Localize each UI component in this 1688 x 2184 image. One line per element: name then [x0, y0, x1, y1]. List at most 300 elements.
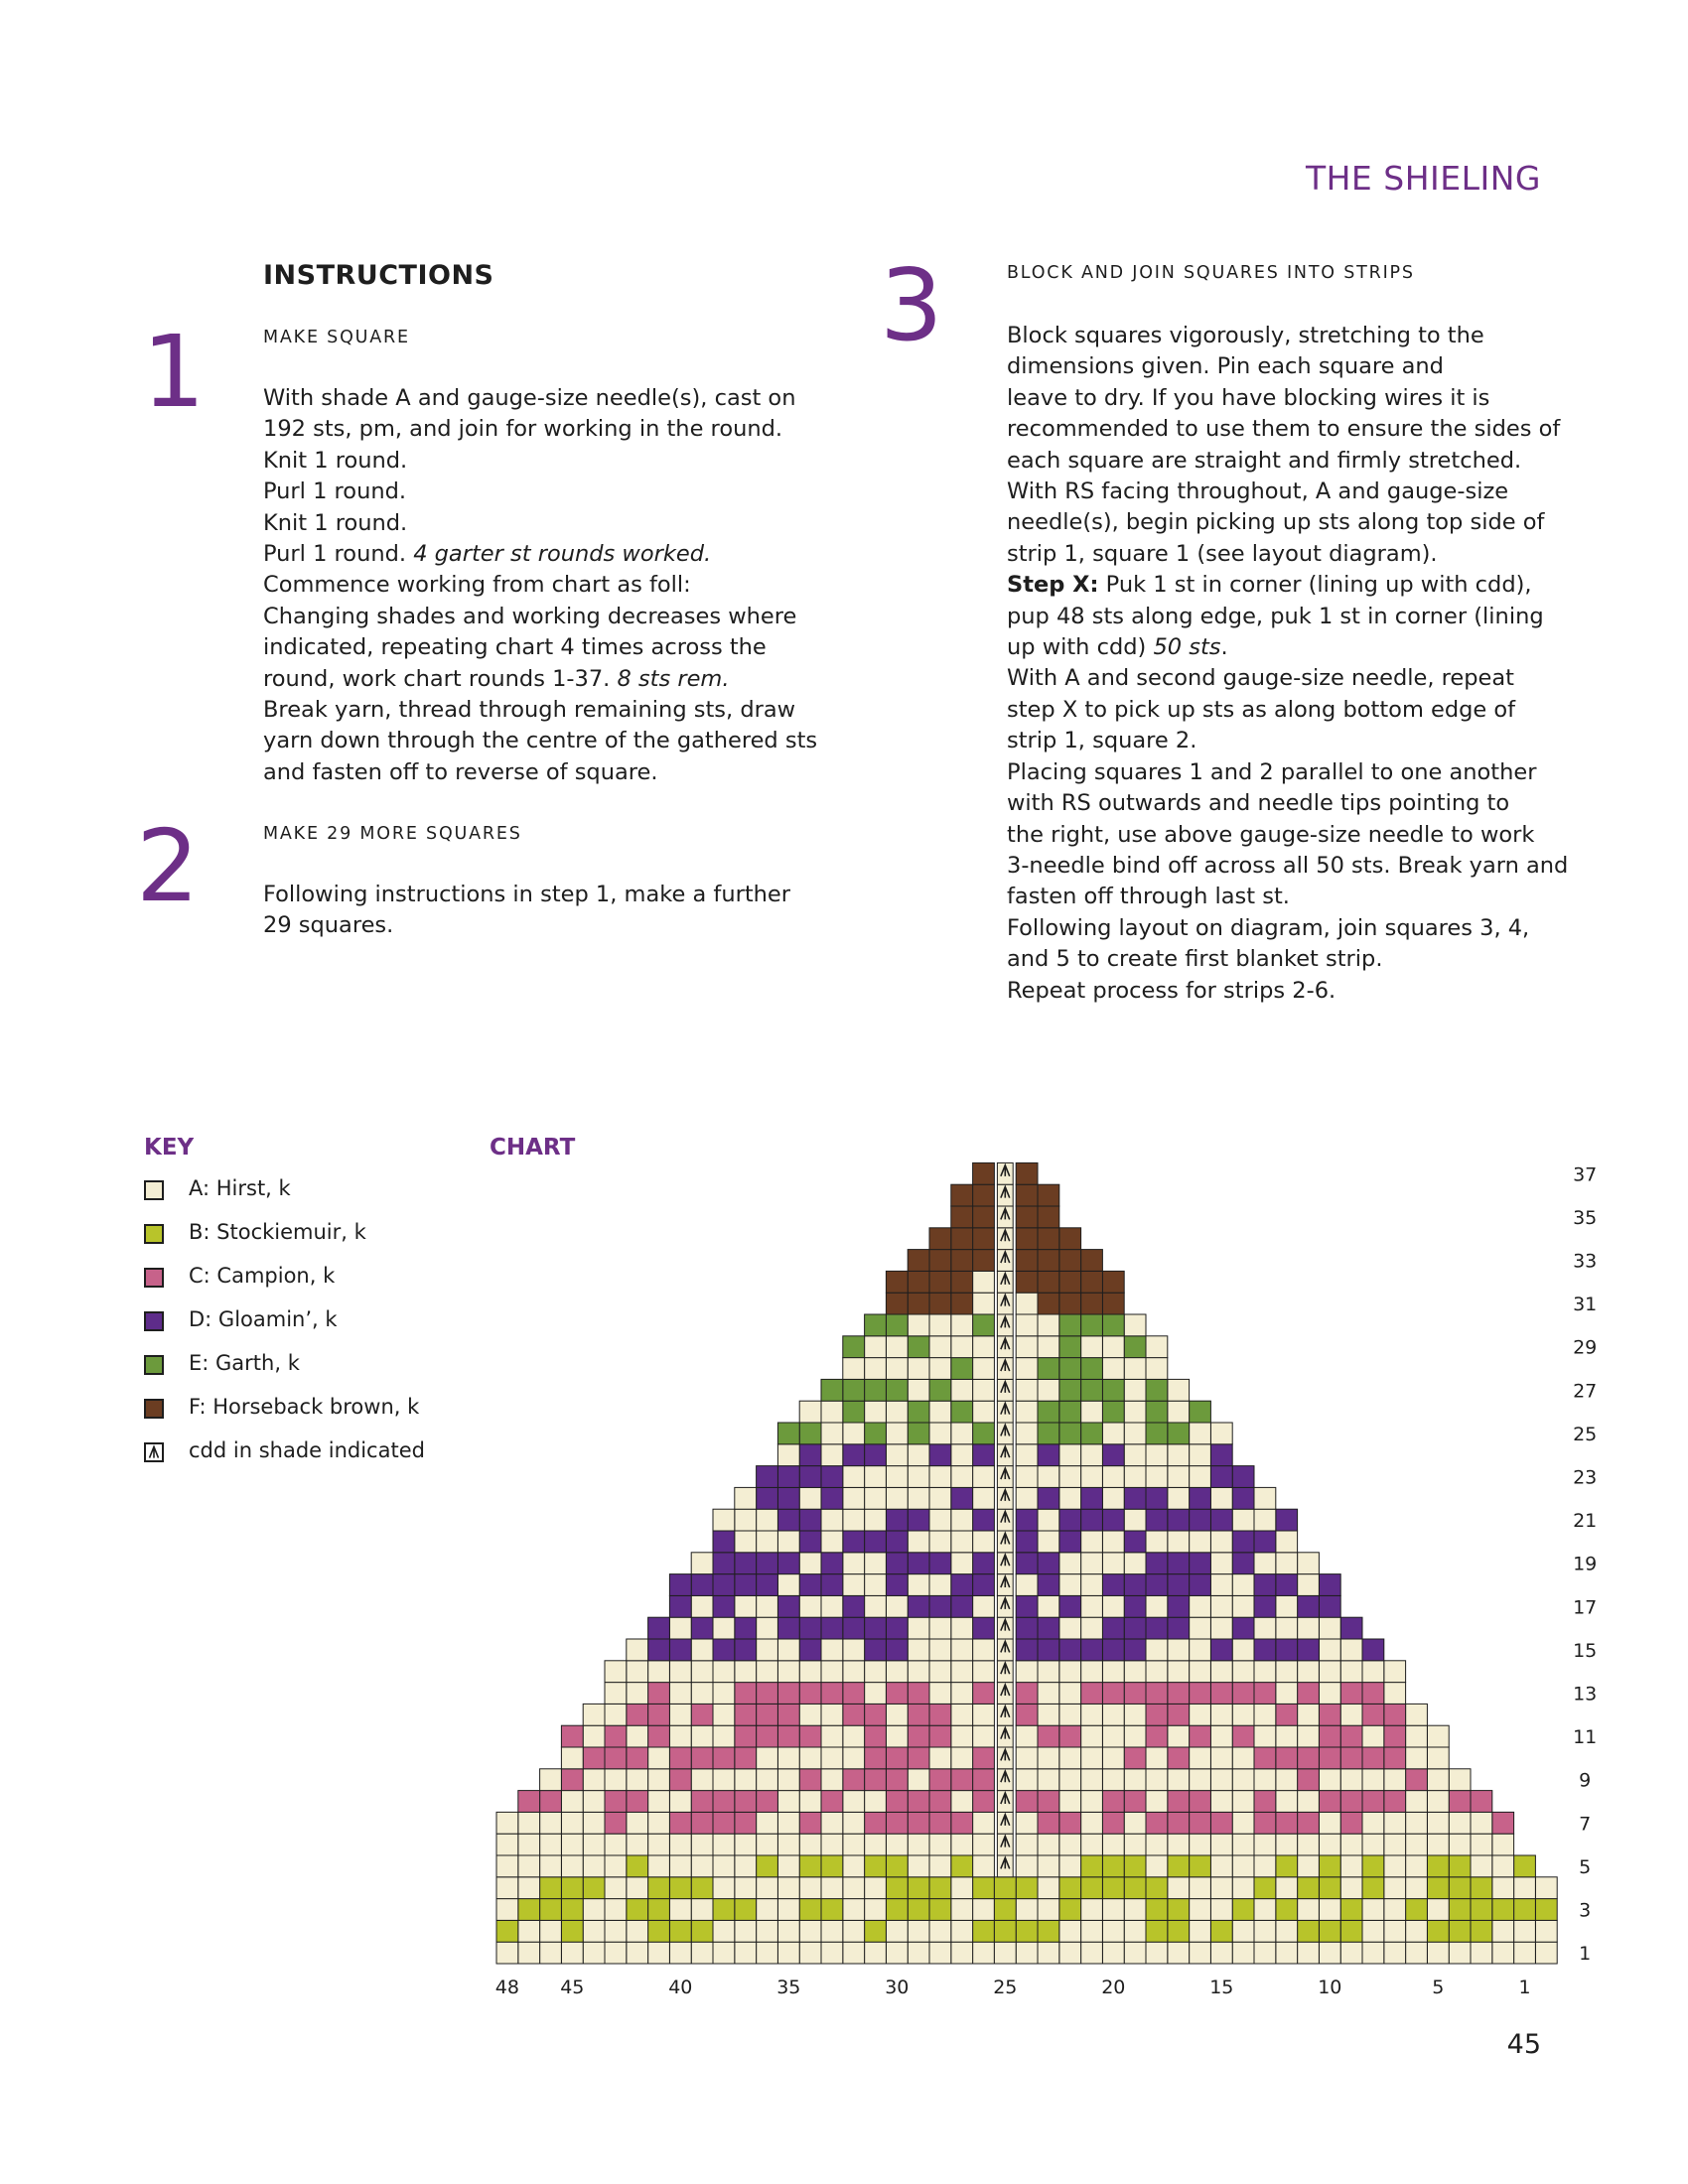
chart-cell [1276, 1553, 1298, 1574]
chart-cell [843, 1855, 865, 1877]
chart-cell [1081, 1704, 1103, 1725]
chart-cell [1362, 1877, 1384, 1899]
chart-cell [1276, 1683, 1298, 1705]
chart-cell [1124, 1487, 1146, 1509]
chart-cell [821, 1531, 843, 1553]
chart-cell [605, 1942, 627, 1964]
chart-cell [1146, 1595, 1168, 1617]
chart-cell [886, 1358, 908, 1380]
chart-cell [1102, 1531, 1124, 1553]
chart-cell [713, 1855, 735, 1877]
chart-cell [1427, 1769, 1449, 1791]
chart-cell [1146, 1531, 1168, 1553]
body-line: indicated, repeating chart 4 times across the [263, 634, 767, 661]
chart-cell [1081, 1487, 1103, 1509]
chart-cell [1254, 1725, 1276, 1747]
chart-cell [843, 1574, 865, 1596]
chart-cell [1102, 1487, 1124, 1509]
x-tick-label: 45 [560, 1977, 585, 1998]
chart-cell [691, 1704, 713, 1725]
chart-cell [951, 1401, 973, 1423]
chart-cell [973, 1661, 995, 1683]
chart-cell [1102, 1271, 1124, 1293]
chart-cell [757, 1683, 778, 1705]
key-label: B: Stockiemuir, k [189, 1220, 366, 1244]
chart-cell [1384, 1747, 1406, 1769]
x-tick-label: 35 [776, 1977, 801, 1998]
chart-cell [843, 1595, 865, 1617]
chart-cell [951, 1595, 973, 1617]
chart-cell [1168, 1791, 1190, 1813]
chart-cell [1081, 1595, 1103, 1617]
chart-cell [821, 1683, 843, 1705]
chart-cell [1362, 1942, 1384, 1964]
chart-cell [843, 1791, 865, 1813]
chart-cell [777, 1769, 799, 1791]
chart-cell [1298, 1639, 1320, 1661]
chart-cell [1449, 1834, 1471, 1855]
chart-cell [973, 1162, 995, 1184]
chart-cell [1190, 1747, 1211, 1769]
chart-cell [843, 1834, 865, 1855]
chart-cell [691, 1574, 713, 1596]
chart-cell [1298, 1553, 1320, 1574]
chart-cell [1124, 1553, 1146, 1574]
chart-cell [496, 1942, 518, 1964]
chart-cell [973, 1509, 995, 1531]
chart-cell [1102, 1920, 1124, 1942]
body-line: strip 1, square 1 (see layout diagram). [1007, 540, 1438, 567]
body-text: round, work chart rounds 1-37. [263, 665, 618, 692]
chart-cell [1298, 1769, 1320, 1791]
chart-cell [1016, 1942, 1038, 1964]
chart-cell [865, 1617, 887, 1639]
chart-cell [973, 1466, 995, 1488]
chart-cell [1340, 1661, 1362, 1683]
chart-cell [908, 1834, 929, 1855]
chart-cell [1146, 1553, 1168, 1574]
chart-cell [1449, 1920, 1471, 1942]
chart-cell [648, 1920, 670, 1942]
chart-cell [1124, 1379, 1146, 1401]
chart-cell [1081, 1769, 1103, 1791]
chart-cell [1016, 1877, 1038, 1899]
chart-cell [1471, 1920, 1492, 1942]
chart-cell [1190, 1617, 1211, 1639]
chart-cell [908, 1877, 929, 1899]
body-text: . [1220, 634, 1228, 661]
chart-cell [929, 1271, 951, 1293]
chart-cell [1319, 1812, 1340, 1834]
chart-cell [1190, 1423, 1211, 1444]
chart-cell [886, 1509, 908, 1531]
chart-cell [843, 1661, 865, 1683]
chart-cell [886, 1899, 908, 1921]
step-2-body [263, 880, 790, 942]
chart-cell [1168, 1574, 1190, 1596]
chart-cell [1016, 1747, 1038, 1769]
chart-cell [777, 1639, 799, 1661]
chart-cell [886, 1639, 908, 1661]
chart-cell [1362, 1769, 1384, 1791]
chart-cell [886, 1791, 908, 1813]
chart-cell [669, 1855, 691, 1877]
chart-cell [1038, 1314, 1059, 1336]
chart-cell [951, 1206, 973, 1228]
chart-cell [1059, 1553, 1081, 1574]
chart-cell [886, 1487, 908, 1509]
chart-cell [669, 1683, 691, 1705]
chart-cell [1038, 1877, 1059, 1899]
chart-cell [669, 1769, 691, 1791]
chart-cell [1081, 1293, 1103, 1314]
chart-cell [1384, 1877, 1406, 1899]
body-line: Changing shades and working decreases where [263, 603, 797, 629]
chart-cell [1059, 1228, 1081, 1250]
chart-cell [951, 1423, 973, 1444]
chart-cell [1168, 1942, 1190, 1964]
body-line: Commence working from chart as foll: [263, 572, 691, 599]
chart-cell [605, 1769, 627, 1791]
chart-cell [1038, 1358, 1059, 1380]
chart-cell [994, 1942, 1016, 1964]
chart-cell [951, 1855, 973, 1877]
chart-cell [1384, 1791, 1406, 1813]
chart-cell [1449, 1855, 1471, 1877]
chart-cell [1319, 1791, 1340, 1813]
y-tick-label: 35 [1573, 1206, 1598, 1229]
chart-cell [583, 1834, 605, 1855]
chart-cell [1038, 1725, 1059, 1747]
body-line: the right, use above gauge-size needle to work [1007, 821, 1535, 848]
chart-cell [908, 1336, 929, 1358]
chart-cell [1427, 1899, 1449, 1921]
chart-cell [757, 1769, 778, 1791]
chart-cell [973, 1228, 995, 1250]
chart-cell [1102, 1747, 1124, 1769]
chart-cell [1254, 1509, 1276, 1531]
chart-cell [1124, 1617, 1146, 1639]
chart-cell [1168, 1531, 1190, 1553]
chart-cell [929, 1379, 951, 1401]
chart-cell [843, 1899, 865, 1921]
chart-cell [757, 1791, 778, 1813]
body-line: With RS facing throughout, A and gauge-size [1007, 478, 1509, 505]
chart-cell [1016, 1466, 1038, 1488]
body-line: leave to dry. If you have blocking wires it is [1007, 384, 1490, 411]
chart-cell [908, 1595, 929, 1617]
chart-cell [1362, 1704, 1384, 1725]
chart-cell [1384, 1812, 1406, 1834]
chart-cell [843, 1812, 865, 1834]
chart-cell [821, 1423, 843, 1444]
chart-cell [1124, 1834, 1146, 1855]
chart-cell [1384, 1920, 1406, 1942]
chart-cell [1254, 1812, 1276, 1834]
chart-cell [1340, 1812, 1362, 1834]
chart-cell [1190, 1834, 1211, 1855]
chart-cell [799, 1942, 821, 1964]
chart-cell [1038, 1401, 1059, 1423]
chart-cell [843, 1336, 865, 1358]
chart-cell [1102, 1791, 1124, 1813]
chart-cell [757, 1487, 778, 1509]
y-tick-label: 1 [1579, 1943, 1592, 1966]
running-head: THE SHIELING [1305, 159, 1541, 198]
chart-cell [865, 1769, 887, 1791]
chart-cell [1168, 1639, 1190, 1661]
chart-cell [908, 1314, 929, 1336]
chart-cell [777, 1487, 799, 1509]
step-3-body [1007, 321, 1568, 1007]
chart-cell [799, 1747, 821, 1769]
chart-cell [669, 1942, 691, 1964]
chart-cell [1298, 1574, 1320, 1596]
chart-cell [1232, 1747, 1254, 1769]
chart-cell [757, 1574, 778, 1596]
key-label: C: Campion, k [189, 1264, 336, 1288]
chart-cell [1298, 1617, 1320, 1639]
chart-cell [1168, 1423, 1190, 1444]
chart-cell [908, 1444, 929, 1466]
chart-cell [1427, 1747, 1449, 1769]
chart-cell [1102, 1769, 1124, 1791]
chart-cell [865, 1595, 887, 1617]
chart-cell [669, 1574, 691, 1596]
chart-cell [540, 1942, 562, 1964]
chart-cell [799, 1639, 821, 1661]
key-label: D: Gloamin’, k [189, 1307, 338, 1331]
chart-cell [1059, 1314, 1081, 1336]
chart-cell [1232, 1899, 1254, 1921]
chart-cell [1340, 1769, 1362, 1791]
chart-cell [1102, 1574, 1124, 1596]
chart-cell [627, 1855, 648, 1877]
x-tick-label: 5 [1432, 1977, 1445, 1998]
chart-cell [1016, 1617, 1038, 1639]
chart-cell [1340, 1942, 1362, 1964]
chart-cell [627, 1942, 648, 1964]
chart-cell [929, 1228, 951, 1250]
chart-cell [1038, 1617, 1059, 1639]
chart-cell [1059, 1574, 1081, 1596]
chart-cell [929, 1747, 951, 1769]
body-italic: 8 sts rem. [617, 665, 730, 692]
chart-cell [627, 1639, 648, 1661]
chart-cell [1016, 1834, 1038, 1855]
chart-cell [540, 1855, 562, 1877]
chart-cell [1190, 1509, 1211, 1531]
chart-cell [1232, 1509, 1254, 1531]
body-text: up with cdd) [1007, 634, 1154, 661]
chart-cell [1081, 1617, 1103, 1639]
chart-cell [1449, 1791, 1471, 1813]
chart-cell [1384, 1683, 1406, 1705]
chart-cell [757, 1899, 778, 1921]
chart-cell [1168, 1553, 1190, 1574]
chart-cell [799, 1877, 821, 1899]
chart-cell [1427, 1725, 1449, 1747]
chart-cell [627, 1725, 648, 1747]
chart-cell [1038, 1466, 1059, 1488]
step-3-number: 3 [880, 247, 943, 363]
y-tick-label: 25 [1573, 1423, 1598, 1445]
chart-cell [1146, 1791, 1168, 1813]
chart-cell [1254, 1617, 1276, 1639]
chart-cell [1124, 1855, 1146, 1877]
chart-cell [1384, 1769, 1406, 1791]
body-line [1007, 632, 1568, 663]
chart-cell [1081, 1250, 1103, 1272]
body-line: dimensions given. Pin each square and [1007, 353, 1444, 380]
chart-cell [1210, 1855, 1232, 1877]
chart-cell [735, 1834, 757, 1855]
chart-cell [1102, 1834, 1124, 1855]
chart-cell [1124, 1531, 1146, 1553]
chart-cell [1059, 1293, 1081, 1314]
chart-cell [821, 1574, 843, 1596]
chart-cell [973, 1920, 995, 1942]
chart-cell [1319, 1769, 1340, 1791]
chart-cell [951, 1747, 973, 1769]
chart-cell [1427, 1855, 1449, 1877]
chart-cell [886, 1834, 908, 1855]
chart-cell [843, 1509, 865, 1531]
chart-cell [1210, 1466, 1232, 1488]
chart-cell [843, 1639, 865, 1661]
chart-cell [1059, 1834, 1081, 1855]
chart-cell [713, 1509, 735, 1531]
chart-cell [757, 1704, 778, 1725]
chart-cell [1190, 1683, 1211, 1705]
chart-cell [1059, 1271, 1081, 1293]
chart-cell [865, 1877, 887, 1899]
chart-cell [929, 1358, 951, 1380]
chart-cell [1471, 1834, 1492, 1855]
chart-cell [908, 1617, 929, 1639]
chart-cell [1210, 1942, 1232, 1964]
chart-cell [1276, 1704, 1298, 1725]
chart-cell [1406, 1920, 1428, 1942]
chart-cell [518, 1942, 540, 1964]
chart-cell [1362, 1855, 1384, 1877]
chart-cell [757, 1942, 778, 1964]
chart-cell [1298, 1747, 1320, 1769]
chart-cell [1406, 1855, 1428, 1877]
chart-cell [865, 1812, 887, 1834]
chart-cell [540, 1791, 562, 1813]
y-tick-label: 29 [1573, 1336, 1598, 1359]
chart-cell [540, 1769, 562, 1791]
chart-cell [1232, 1791, 1254, 1813]
chart-cell [973, 1250, 995, 1272]
chart-cell [1016, 1444, 1038, 1466]
chart-cell [951, 1704, 973, 1725]
key-title: KEY [144, 1135, 195, 1160]
knitting-chart [487, 1152, 1598, 2005]
chart-cell [821, 1509, 843, 1531]
chart-cell [799, 1769, 821, 1791]
chart-cell [1210, 1725, 1232, 1747]
chart-cell [973, 1293, 995, 1314]
chart-cell [1190, 1920, 1211, 1942]
chart-cell [627, 1834, 648, 1855]
chart-cell [713, 1683, 735, 1705]
chart-cell [1124, 1444, 1146, 1466]
chart-cell [994, 1899, 1016, 1921]
x-tick-label: 1 [1518, 1977, 1531, 1998]
chart-cell [1384, 1704, 1406, 1725]
chart-cell [1406, 1704, 1428, 1725]
chart-cell [1081, 1574, 1103, 1596]
chart-cell [1298, 1812, 1320, 1834]
chart-cell [973, 1184, 995, 1206]
chart-cell [713, 1812, 735, 1834]
chart-cell [735, 1725, 757, 1747]
chart-cell [1102, 1595, 1124, 1617]
chart-cell [583, 1769, 605, 1791]
chart-cell [843, 1466, 865, 1488]
chart-cell [929, 1574, 951, 1596]
chart-cell [1038, 1379, 1059, 1401]
chart-cell [1210, 1487, 1232, 1509]
chart-cell [843, 1725, 865, 1747]
chart-cell [1232, 1812, 1254, 1834]
chart-cell [627, 1812, 648, 1834]
chart-cell [540, 1834, 562, 1855]
chart-cell [1124, 1314, 1146, 1336]
chart-cell [865, 1487, 887, 1509]
chart-cell [777, 1617, 799, 1639]
chart-cell [1124, 1401, 1146, 1423]
chart-cell [1384, 1899, 1406, 1921]
chart-cell [1146, 1574, 1168, 1596]
chart-cell [1146, 1401, 1168, 1423]
chart-cell [583, 1747, 605, 1769]
chart-cell [1254, 1661, 1276, 1683]
chart-cell [1168, 1899, 1190, 1921]
chart-cell [973, 1553, 995, 1574]
chart-cell [1319, 1877, 1340, 1899]
chart-cell [908, 1423, 929, 1444]
chart-cell [713, 1769, 735, 1791]
body-line: each square are straight and firmly stretched. [1007, 447, 1522, 474]
chart-cell [1232, 1834, 1254, 1855]
chart-cell [865, 1358, 887, 1380]
chart-cell [1276, 1725, 1298, 1747]
chart-cell [1038, 1769, 1059, 1791]
chart-cell [713, 1639, 735, 1661]
chart-cell [929, 1617, 951, 1639]
chart-cell [973, 1725, 995, 1747]
chart-cell [1059, 1487, 1081, 1509]
chart-cell [1492, 1812, 1514, 1834]
chart-cell [1362, 1899, 1384, 1921]
chart-cell [865, 1920, 887, 1942]
chart-cell [951, 1661, 973, 1683]
chart-cell [973, 1899, 995, 1921]
chart-cell [1210, 1553, 1232, 1574]
chart-cell [1081, 1423, 1103, 1444]
chart-cell [843, 1920, 865, 1942]
chart-cell [777, 1595, 799, 1617]
chart-cell [1102, 1293, 1124, 1314]
chart-cell [1340, 1704, 1362, 1725]
chart-cell [1016, 1769, 1038, 1791]
chart-cell [929, 1553, 951, 1574]
chart-cell [1081, 1920, 1103, 1942]
chart-cell [1016, 1401, 1038, 1423]
